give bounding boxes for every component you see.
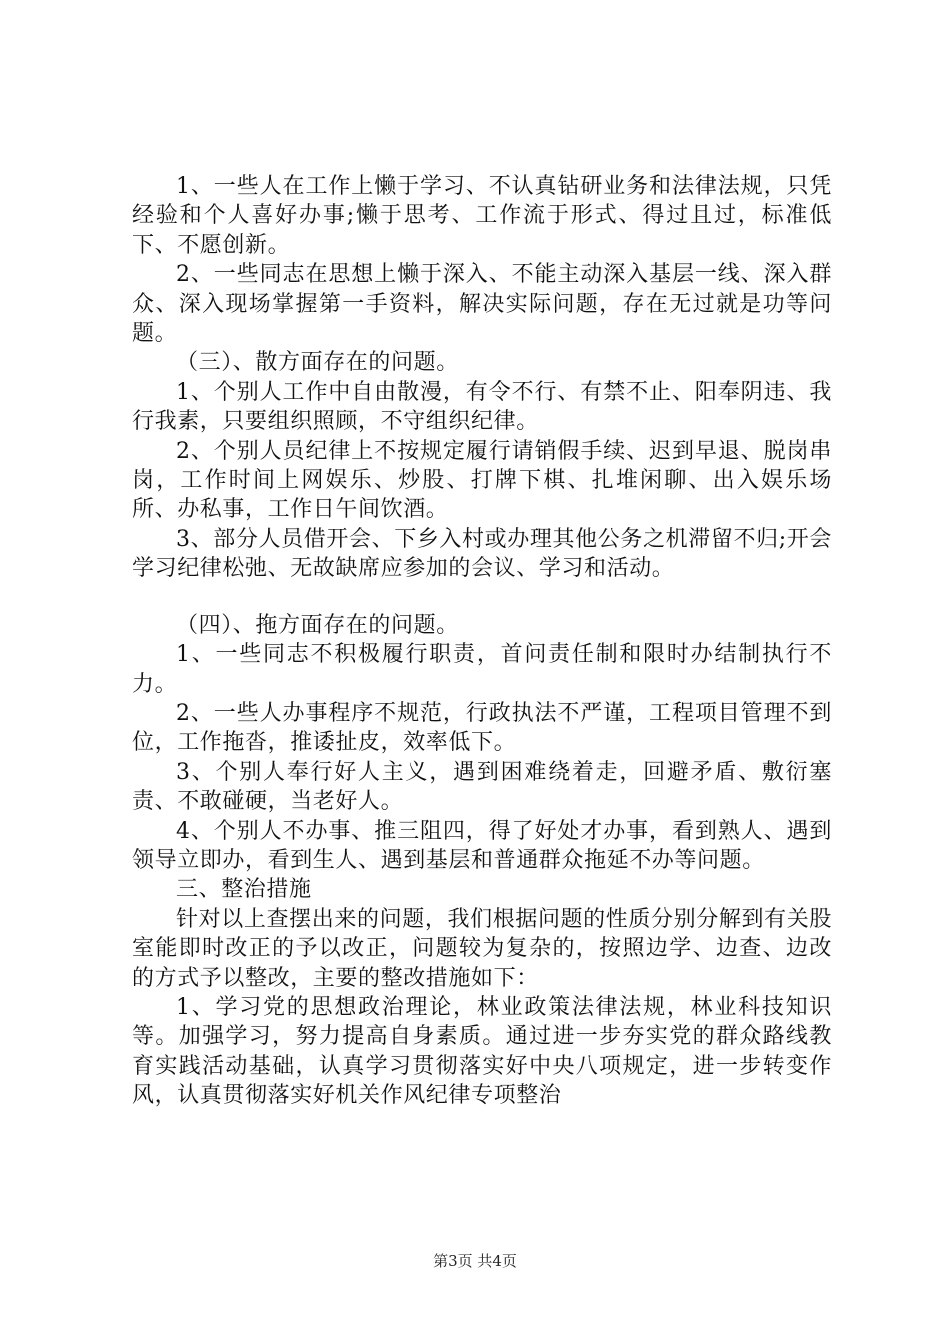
paragraph: 2、一些人办事程序不规范，行政执法不严谨，工程项目管理不到位，工作拖沓，推诿扯皮，效率低下。 bbox=[132, 700, 832, 756]
paragraph: 1、个别人工作中自由散漫，有令不行、有禁不止、阳奉阴违、我行我素，只要组织照顾，不守组织纪律。 bbox=[132, 379, 832, 435]
paragraph: 2、个别人员纪律上不按规定履行请销假手续、迟到早退、脱岗串岗，工作时间上网娱乐、炒股、打牌下棋、扎堆闲聊、出入娱乐场所、办私事，工作日午间饮酒。 bbox=[132, 438, 832, 523]
paragraph: 3、个别人奉行好人主义，遇到困难绕着走，回避矛盾、敷衍塞责、不敢碰硬，当老好人。 bbox=[132, 759, 832, 815]
document-body bbox=[132, 172, 832, 1111]
paragraph: 1、学习党的思想政治理论，林业政策法律法规，林业科技知识等。加强学习，努力提高自身素质。通过进一步夯实党的群众路线教育实践活动基础，认真学习贯彻落实好中央八项规定，进一步转变作风，认真贯彻落实好机关作风纪律专项整治 bbox=[132, 994, 832, 1109]
page-number-footer: 第3页 共4页 bbox=[433, 1252, 517, 1270]
paragraph: 针对以上查摆出来的问题，我们根据问题的性质分别分解到有关股室能即时改正的予以改正，问题较为复杂的，按照边学、边查、边改的方式予以整改，主要的整改措施如下： bbox=[132, 906, 832, 991]
paragraph: 2、一些同志在思想上懒于深入、不能主动深入基层一线、深入群众、深入现场掌握第一手资料，解决实际问题，存在无过就是功等问题。 bbox=[132, 262, 832, 347]
paragraph: 1、一些人在工作上懒于学习、不认真钻研业务和法律法规，只凭经验和个人喜好办事;懒于思考、工作流于形式、得过且过，标准低下、不愿创新。 bbox=[132, 174, 832, 258]
section-subheading: （三）、散方面存在的问题。 bbox=[176, 350, 459, 376]
paragraph: 4、个别人不办事、推三阻四，得了好处才办事，看到熟人、遇到领导立即办，看到生人、遇到基层和普通群众拖延不办等问题。 bbox=[132, 818, 832, 873]
paragraph: 1、一些同志不积极履行职责，首问责任制和限时办结制执行不力。 bbox=[132, 642, 832, 697]
section-heading: 三、整治措施 bbox=[176, 877, 312, 903]
section-subheading: （四）、拖方面存在的问题。 bbox=[176, 612, 459, 638]
paragraph: 3、部分人员借开会、下乡入村或办理其他公务之机滞留不归;开会学习纪律松弛、无故缺席应参加的会议、学习和活动。 bbox=[132, 526, 832, 582]
